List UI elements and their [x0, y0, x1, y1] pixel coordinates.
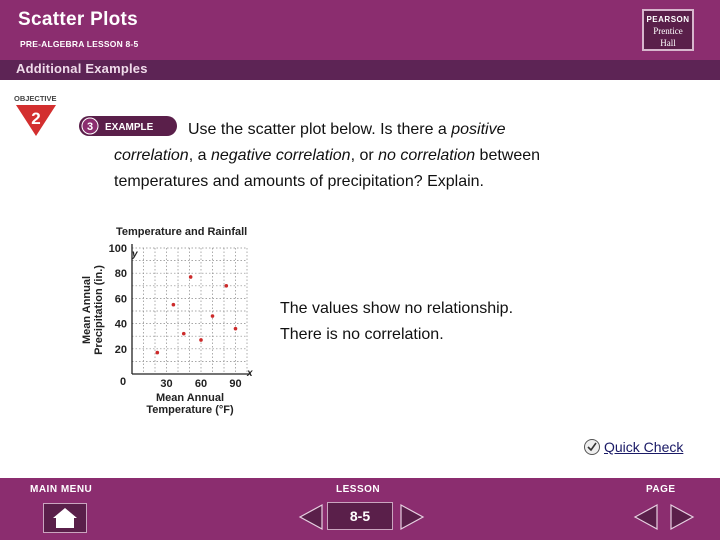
- y-tick-label: 60: [114, 293, 127, 306]
- chart-points: [156, 275, 238, 354]
- page-next-icon: [671, 505, 693, 529]
- lesson-next-icon: [401, 505, 423, 529]
- example-label: EXAMPLE: [105, 122, 154, 133]
- scatter-chart: [72, 220, 277, 420]
- home-icon: [44, 504, 86, 532]
- page-title: Scatter Plots: [18, 9, 139, 30]
- lesson-subtitle: PRE-ALGEBRA LESSON 8-5: [20, 39, 139, 49]
- x-axis-label-line2: Temperature (°F): [146, 404, 234, 416]
- objective-badge: [10, 92, 70, 142]
- y-tick-label: 100: [108, 243, 127, 255]
- x-axis-label-line1: Mean Annual: [155, 392, 225, 404]
- page-label: PAGE: [646, 484, 676, 495]
- x-tick-label: 90: [229, 378, 242, 390]
- lesson-prev-icon: [300, 505, 322, 529]
- y-axis-letter: y: [132, 249, 138, 260]
- y-tick-label: 20: [114, 343, 127, 356]
- page-prev-button[interactable]: [631, 502, 661, 532]
- objective-label: OBJECTIVE: [14, 94, 57, 103]
- y-tick-label: 40: [114, 318, 127, 331]
- lesson-number: 8-5: [327, 502, 393, 530]
- question-text: [114, 117, 614, 195]
- logo-pearson: PEARSON: [646, 15, 690, 24]
- chart-axes: [109, 243, 251, 390]
- logo-prentice: Prentice: [653, 26, 683, 36]
- question-part-5: between temperatures and amounts of precipitation? Explain.: [114, 147, 541, 190]
- home-button[interactable]: [43, 503, 87, 533]
- chart-title: Temperature and Rainfall: [116, 226, 248, 238]
- answer-text: [280, 296, 600, 348]
- scatter-point: [172, 303, 176, 307]
- main-menu-label: MAIN MENU: [30, 484, 93, 495]
- lesson-prev-button[interactable]: [296, 502, 326, 532]
- x-tick-label: 30: [160, 378, 173, 390]
- scatter-point: [199, 338, 203, 342]
- scatter-point: [189, 275, 193, 279]
- quick-check-link[interactable]: [583, 437, 683, 457]
- question-part-1: Use the scatter plot below. Is there a: [188, 121, 452, 138]
- y-axis-label-line2: Precipitation (in.): [93, 265, 105, 355]
- x-tick-label: 60: [194, 378, 208, 390]
- answer-line-1: The values show no relationship.: [280, 300, 514, 317]
- chart-grid: [132, 248, 247, 374]
- answer-line-2: There is no correlation.: [280, 326, 444, 343]
- example-number: 3: [86, 121, 94, 133]
- question-italic-none: no correlation: [378, 147, 476, 164]
- scatter-point: [234, 327, 238, 331]
- lesson-next-button[interactable]: [397, 502, 427, 532]
- x-axis-letter: x: [247, 368, 253, 379]
- page-prev-icon: [635, 505, 657, 529]
- logo-hall: Hall: [660, 38, 676, 48]
- objective-number: 2: [31, 109, 41, 128]
- question-italic-positive: positive: [451, 121, 506, 138]
- scatter-point: [211, 314, 215, 318]
- quick-check-icon: [583, 438, 601, 456]
- question-part-4: , or: [350, 147, 379, 164]
- section-heading: Additional Examples: [16, 61, 148, 76]
- question-italic-correlation: correlation: [114, 147, 189, 164]
- quick-check-label[interactable]: Quick Check: [604, 439, 684, 455]
- scatter-point: [156, 351, 160, 355]
- page-next-button[interactable]: [667, 502, 697, 532]
- question-part-3: , a: [188, 147, 211, 164]
- publisher-logo: [642, 9, 694, 51]
- origin-label: 0: [120, 376, 127, 388]
- scatter-point: [225, 284, 229, 288]
- y-tick-label: 80: [114, 268, 127, 281]
- y-axis-label-line1: Mean Annual: [81, 275, 93, 345]
- question-italic-negative: negative correlation: [210, 147, 351, 164]
- scatter-point: [182, 332, 186, 336]
- lesson-label: LESSON: [336, 484, 381, 495]
